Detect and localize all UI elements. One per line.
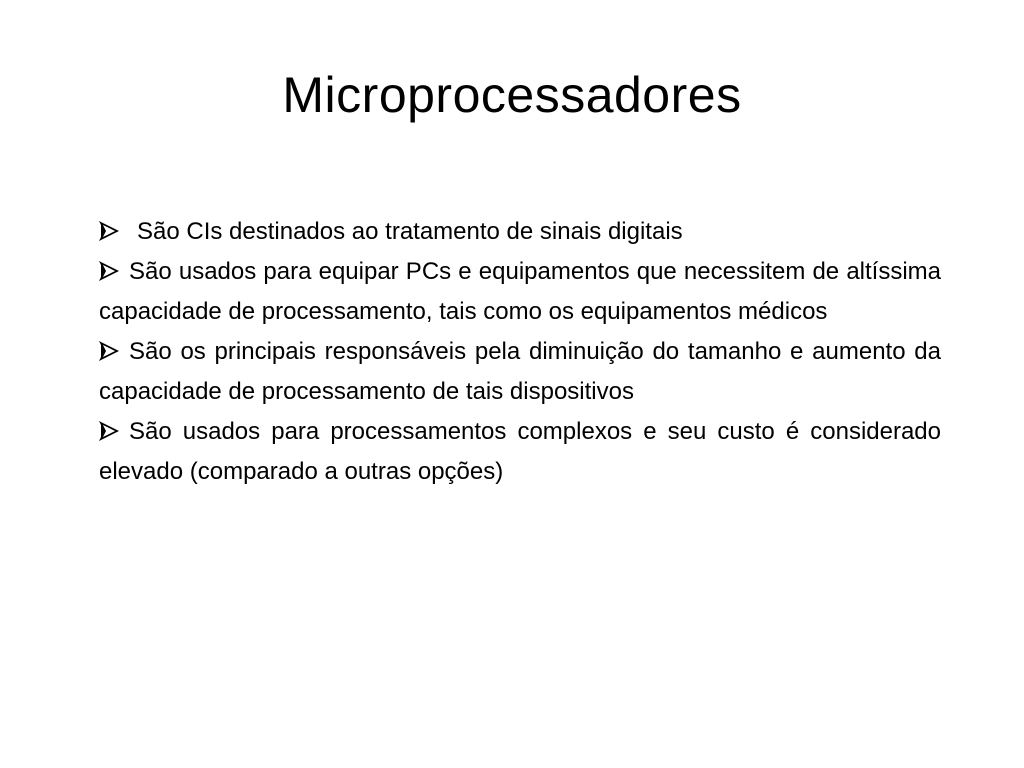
- list-item: [99, 332, 941, 412]
- bullet-text: São usados para equipar PCs e equipamentos que necessitem de altíssima capacidade de processamento, tais como os equipamentos médicos: [99, 258, 941, 325]
- list-item: [99, 412, 941, 492]
- arrow-bullet-icon: [99, 252, 123, 292]
- list-item: [99, 252, 941, 332]
- arrow-bullet-icon: [99, 332, 123, 372]
- slide-title: Microprocessadores: [282, 67, 742, 123]
- bullet-list: [99, 212, 941, 492]
- bullet-text: São usados para processamentos complexos e seu custo é considerado elevado (comparado a outras opções): [99, 418, 941, 485]
- arrow-bullet-icon: [99, 412, 123, 452]
- arrow-bullet-icon: [99, 212, 123, 252]
- list-item: [99, 212, 941, 252]
- bullet-text: São CIs destinados ao tratamento de sinais digitais: [137, 218, 683, 245]
- bullet-text: São os principais responsáveis pela diminuição do tamanho e aumento da capacidade de processamento de tais dispositivos: [99, 338, 941, 405]
